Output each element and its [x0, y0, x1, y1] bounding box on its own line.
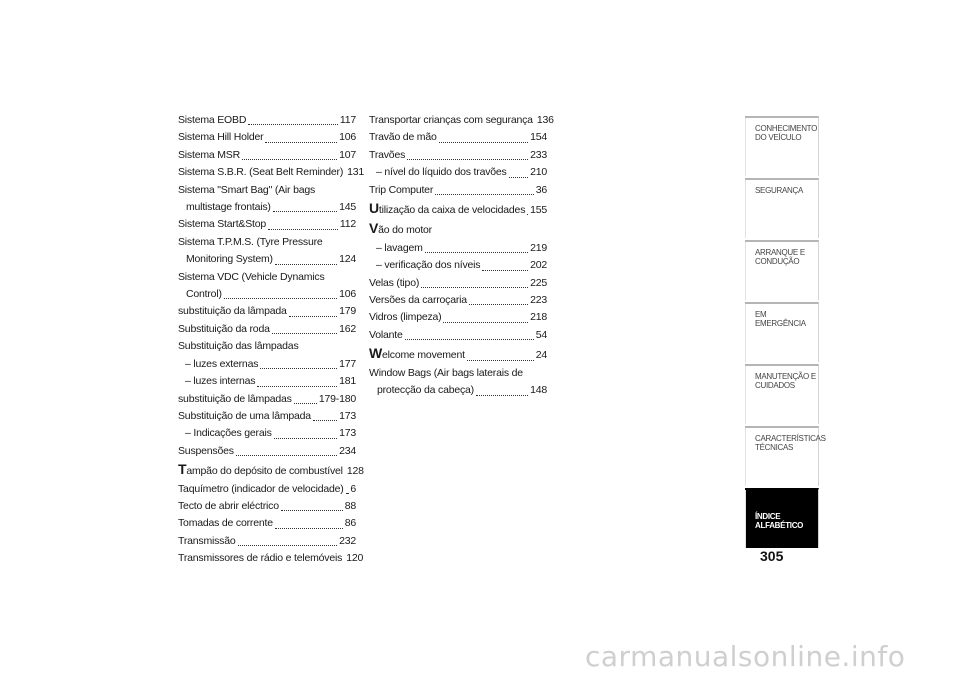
entry-page: 179: [339, 305, 356, 318]
entry-page: 136: [536, 114, 554, 126]
leader-dots: [405, 339, 534, 340]
index-entry: [369, 292, 547, 309]
entry-label: – nível do líquido dos travões: [376, 166, 507, 179]
leader-dots: [238, 545, 338, 546]
entry-label: Trip Computer: [369, 183, 434, 196]
entry-page: 179-180: [318, 392, 356, 405]
entry-page: 120: [346, 552, 364, 565]
entry-page: 223: [530, 294, 547, 307]
entry-label: Transmissão: [178, 534, 236, 547]
entry-label: Transportar crianças com segurança: [369, 114, 533, 126]
chapter-tab[interactable]: [745, 240, 819, 300]
chapter-tab[interactable]: [745, 426, 826, 486]
entry-label: Sistema EOBD: [178, 114, 247, 126]
chapter-tab[interactable]: [745, 364, 819, 424]
leader-dots: [527, 214, 528, 215]
leader-dots: [275, 264, 337, 265]
entry-label-rest: tilização da caixa de velocidades: [378, 204, 526, 217]
entry-label: Sistema Start&Stop: [178, 218, 267, 231]
leader-dots: [443, 322, 528, 323]
chapter-tab-label: SEGURANÇA: [755, 186, 803, 195]
index-entry: [178, 408, 356, 425]
leader-dots: [242, 159, 337, 160]
entry-label-continued: Control): [186, 288, 222, 301]
entry-page: 36: [535, 183, 547, 196]
index-entry: [178, 303, 356, 320]
index-entry: [369, 182, 547, 199]
index-entry: [369, 327, 547, 344]
index-entry: [369, 257, 547, 274]
entry-page: 54: [535, 328, 547, 341]
index-entry: [178, 234, 356, 269]
leader-dots: [439, 142, 528, 143]
entry-label: Substituição das lâmpadas: [178, 340, 299, 353]
leader-dots: [281, 510, 343, 511]
leader-dots: [224, 298, 337, 299]
chapter-tab[interactable]: [745, 302, 819, 362]
index-entry: [178, 356, 356, 373]
entry-page: 181: [339, 375, 356, 388]
leader-dots: [289, 316, 337, 317]
entry-page: 219: [530, 241, 547, 254]
entry-label: Versões da carroçaria: [369, 294, 467, 307]
leader-dots: [274, 438, 337, 439]
page-number: 305: [760, 548, 784, 564]
chapter-tab-label: ÍNDICE: [755, 512, 781, 521]
index-entry: [178, 515, 356, 532]
chapter-tab[interactable]: [745, 488, 819, 548]
index-entry: [369, 240, 547, 257]
chapter-tab[interactable]: [745, 116, 819, 176]
entry-label: Sistema MSR: [178, 148, 240, 161]
index-entry: [369, 201, 547, 219]
section-initial: W: [369, 345, 383, 362]
entry-label: Volante: [369, 328, 403, 341]
entry-label-rest: ampão do depósito de combustível: [186, 465, 343, 478]
entry-label-continued: Monitoring System): [186, 253, 273, 266]
entry-label: Taquímetro (indicador de velocidade): [178, 482, 344, 495]
entry-page: 148: [530, 384, 547, 397]
index-entry: [369, 164, 547, 181]
chapter-tabs: [745, 116, 826, 550]
leader-dots: [476, 395, 528, 396]
section-initial: T: [178, 461, 187, 478]
index-entry: [178, 550, 364, 567]
leader-dots: [313, 420, 337, 421]
leader-dots: [407, 159, 528, 160]
entry-label-rest: elcome movement: [382, 349, 465, 362]
entry-page: 225: [530, 276, 547, 289]
entry-page: 173: [339, 427, 356, 440]
entry-label: Transmissores de rádio e telemóveis: [178, 552, 343, 565]
entry-page: 177: [339, 357, 356, 370]
entry-label: Window Bags (Air bags laterais de: [369, 366, 523, 379]
index-entry: [178, 269, 356, 304]
entry-page: 233: [530, 148, 547, 161]
entry-label: Substituição de uma lâmpada: [178, 409, 311, 422]
entry-label: – verificação dos níveis: [376, 259, 481, 272]
entry-label: substituição de lâmpadas: [178, 392, 292, 405]
entry-page: 112: [339, 218, 356, 231]
leader-dots: [273, 211, 337, 212]
section-initial: U: [369, 200, 379, 217]
index-entry: [178, 498, 356, 515]
entry-page: 124: [339, 253, 356, 266]
entry-label: [369, 221, 432, 239]
leader-dots: [272, 333, 337, 334]
leader-dots: [509, 177, 528, 178]
entry-label: – Indicações gerais: [185, 427, 272, 440]
chapter-tab-label: CONHECIMENTO: [755, 124, 818, 133]
entry-page: 210: [530, 166, 547, 179]
entry-label: Sistema "Smart Bag" (Air bags: [178, 183, 316, 196]
index-entry: [369, 112, 554, 129]
entry-label: Suspensões: [178, 444, 234, 457]
entry-label: Sistema S.B.R. (Seat Belt Reminder): [178, 166, 344, 179]
leader-dots: [275, 528, 343, 529]
chapter-tab-label: TÉCNICAS: [755, 443, 794, 452]
index-entry: [178, 425, 356, 442]
leader-dots: [346, 493, 349, 494]
index-entry: [178, 373, 356, 390]
entry-label: Velas (tipo): [369, 276, 420, 289]
entry-page: 106: [339, 288, 356, 301]
chapter-tab-label: EM EMERGÊNCIA: [755, 310, 806, 328]
index-entry: [178, 112, 356, 129]
chapter-tab-label: ARRANQUE E: [755, 248, 805, 257]
entry-label: Sistema T.P.M.S. (Tyre Pressure: [178, 235, 323, 248]
chapter-tab-label: DO VEÍCULO: [755, 133, 802, 142]
entry-page: 24: [535, 349, 547, 362]
entry-label: Substituição da roda: [178, 322, 270, 335]
entry-label: Vidros (limpeza): [369, 311, 442, 324]
index-column-right: [369, 112, 554, 400]
index-entry: [369, 275, 547, 292]
entry-page: 202: [530, 259, 547, 272]
entry-page: 234: [339, 444, 356, 457]
leader-dots: [248, 124, 338, 125]
entry-page: 117: [339, 114, 356, 126]
chapter-tab-label: CONDUÇÃO: [755, 257, 800, 266]
entry-page: 162: [339, 322, 356, 335]
entry-page: 128: [346, 465, 364, 478]
index-entry: [178, 481, 356, 498]
entry-page: 106: [339, 131, 356, 144]
entry-page: 107: [339, 148, 356, 161]
chapter-tab-label: CUIDADOS: [755, 381, 795, 390]
index-entry: [178, 338, 356, 355]
leader-dots: [265, 142, 337, 143]
index-entry: [178, 216, 356, 233]
entry-page: 88: [344, 499, 356, 512]
index-entry: [178, 461, 364, 480]
index-entry: [178, 391, 356, 408]
entry-page: 6: [350, 482, 356, 495]
entry-label: [369, 201, 525, 219]
entry-label: – luzes internas: [185, 375, 256, 388]
entry-label: – lavagem: [376, 241, 423, 254]
entry-label: [178, 462, 343, 480]
index-entry: [178, 321, 356, 338]
entry-label: – luzes externas: [185, 357, 259, 370]
entry-page: 86: [344, 517, 356, 530]
index-entry: [178, 443, 356, 460]
leader-dots: [257, 386, 337, 387]
entry-page: 173: [339, 409, 356, 422]
entry-label: Sistema Hill Holder: [178, 131, 264, 144]
index-entry: [178, 147, 356, 164]
entry-page: 131: [347, 166, 365, 179]
entry-page: 155: [530, 204, 547, 217]
entry-label: substituição da lâmpada: [178, 305, 287, 318]
leader-dots: [425, 252, 528, 253]
entry-label-continued: protecção da cabeça): [377, 384, 474, 397]
leader-dots: [421, 287, 528, 288]
leader-dots: [435, 194, 534, 195]
index-entry: [369, 221, 547, 239]
entry-page: 232: [339, 534, 356, 547]
leader-dots: [469, 304, 528, 305]
index-entry: [369, 365, 547, 400]
entry-label: [369, 346, 465, 364]
index-entry: [369, 147, 547, 164]
chapter-tab[interactable]: [745, 178, 819, 238]
entry-label: Travão de mão: [369, 131, 437, 144]
leader-dots: [482, 270, 528, 271]
entry-label: Tomadas de corrente: [178, 517, 273, 530]
entry-label: Travões: [369, 148, 406, 161]
index-column-left: [178, 112, 365, 568]
entry-page: 154: [530, 131, 547, 144]
entry-page: 145: [339, 201, 356, 214]
index-entry: [178, 164, 365, 181]
index-entry: [178, 129, 356, 146]
chapter-tab-label: CARACTERÍSTICAS: [755, 434, 826, 443]
leader-dots: [268, 229, 338, 230]
watermark: carmanualsonline.info: [585, 640, 906, 673]
leader-dots: [467, 360, 534, 361]
entry-label: Sistema VDC (Vehicle Dynamics: [178, 270, 325, 283]
entry-label: Tecto de abrir eléctrico: [178, 499, 279, 512]
index-entry: [369, 309, 547, 326]
entry-label-continued: multistage frontais): [186, 201, 271, 214]
section-initial: V: [369, 220, 379, 237]
index-entry: [369, 346, 547, 364]
leader-dots: [294, 403, 317, 404]
entry-page: 218: [530, 311, 547, 324]
leader-dots: [236, 455, 337, 456]
leader-dots: [260, 368, 337, 369]
chapter-tab-label: MANUTENÇÃO E: [755, 372, 816, 381]
chapter-tab-label: ALFABÉTICO: [755, 521, 804, 530]
index-entry: [369, 129, 547, 146]
index-entry: [178, 182, 356, 217]
index-entry: [178, 533, 356, 550]
entry-label-rest: ão do motor: [378, 224, 432, 237]
